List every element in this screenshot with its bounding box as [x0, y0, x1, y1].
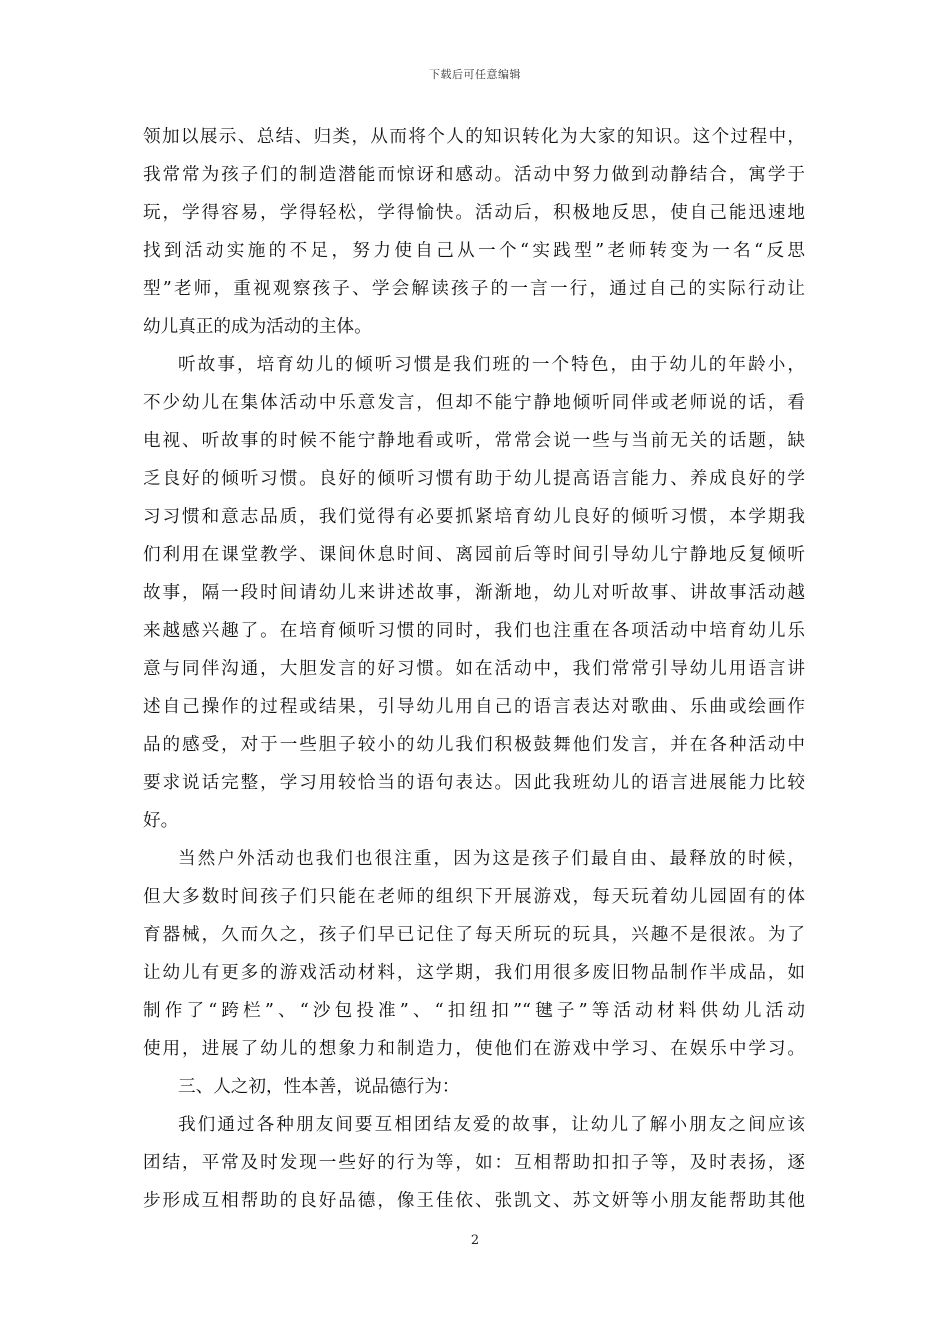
- text-line: 来越感兴趣了。在培育倾听习惯的同时，我们也注重在各项活动中培育幼儿乐: [143, 621, 805, 641]
- text-line: 乏良好的倾听习惯。良好的倾听习惯有助于幼儿提高语言能力、养成良好的学: [143, 469, 805, 489]
- text-line: 找到活动实施的不足，努力使自己从一个“实践型”老师转变为一名“反思: [143, 241, 805, 261]
- paragraph: [143, 840, 805, 1068]
- text-line: 故事，隔一段时间请幼儿来讲述故事，渐渐地，幼儿对听故事、讲故事活动越: [143, 583, 805, 603]
- text-line: 习习惯和意志品质，我们觉得有必要抓紧培育幼儿良好的倾听习惯，本学期我: [143, 507, 805, 527]
- text-line: 品的感受，对于一些胆子较小的幼儿我们积极鼓舞他们发言，并在各种活动中: [143, 735, 805, 755]
- text-line: 我们通过各种朋友间要互相团结友爱的故事，让幼儿了解小朋友之间应该: [178, 1115, 805, 1135]
- paragraph: [143, 1106, 805, 1220]
- text-line: 型”老师，重视观察孩子、学会解读孩子的一言一行，通过自己的实际行动让: [143, 279, 805, 299]
- page-number: 2: [470, 1233, 480, 1248]
- text-line: 不少幼儿在集体活动中乐意发言，但却不能宁静地倾听同伴或老师说的话，看: [143, 393, 805, 413]
- text-line: 当然户外活动也我们也很注重，因为这是孩子们最自由、最释放的时候，: [178, 849, 805, 869]
- text-line: 电视、听故事的时候不能宁静地看或听，常常会说一些与当前无关的话题，缺: [143, 431, 805, 451]
- text-line: 们利用在课堂教学、课间休息时间、离园前后等时间引导幼儿宁静地反复倾听: [143, 545, 805, 565]
- text-line: 使用，进展了幼儿的想象力和制造力，使他们在游戏中学习、在娱乐中学习。: [143, 1039, 805, 1059]
- text-line: 幼儿真正的成为活动的主体。: [143, 317, 372, 337]
- text-line: 但大多数时间孩子们只能在老师的组织下开展游戏，每天玩着幼儿园固有的体: [143, 887, 805, 907]
- text-line: 育器械，久而久之，孩子们早已记住了每天所玩的玩具，兴趣不是很浓。为了: [143, 925, 805, 945]
- text-line: 要求说话完整，学习用较恰当的语句表达。因此我班幼儿的语言进展能力比较: [143, 773, 805, 793]
- section-heading: [143, 1068, 805, 1106]
- document-body: [143, 118, 805, 1220]
- page-header: 下载后可任意编辑: [429, 68, 521, 81]
- text-line: 制作了“跨栏”、“沙包投准”、“扣纽扣”“毽子”等活动材料供幼儿活动: [143, 1001, 805, 1021]
- text-line: 步形成互相帮助的良好品德，像王佳依、张凯文、苏文妍等小朋友能帮助其他: [143, 1191, 805, 1211]
- text-line: 好。: [143, 811, 179, 831]
- text-line: 领加以展示、总结、归类，从而将个人的知识转化为大家的知识。这个过程中，: [143, 127, 805, 147]
- text-line: 听故事，培育幼儿的倾听习惯是我们班的一个特色，由于幼儿的年龄小，: [178, 355, 805, 375]
- text-line: 团结，平常及时发现一些好的行为等，如：互相帮助扣扣子等，及时表扬，逐: [143, 1153, 805, 1173]
- paragraph: [143, 118, 805, 346]
- paragraph: [143, 346, 805, 840]
- text-line: 述自己操作的过程或结果，引导幼儿用自己的语言表达对歌曲、乐曲或绘画作: [143, 697, 805, 717]
- text-line: 意与同伴沟通，大胆发言的好习惯。如在活动中，我们常常引导幼儿用语言讲: [143, 659, 805, 679]
- text-line: 玩，学得容易，学得轻松，学得愉快。活动后，积极地反思，使自己能迅速地: [143, 203, 805, 223]
- text-line: 让幼儿有更多的游戏活动材料，这学期，我们用很多废旧物品制作半成品，如: [143, 963, 805, 983]
- text-line: 三、人之初，性本善，说品德行为：: [178, 1077, 460, 1097]
- text-line: 我常常为孩子们的制造潜能而惊讶和感动。活动中努力做到动静结合，寓学于: [143, 165, 805, 185]
